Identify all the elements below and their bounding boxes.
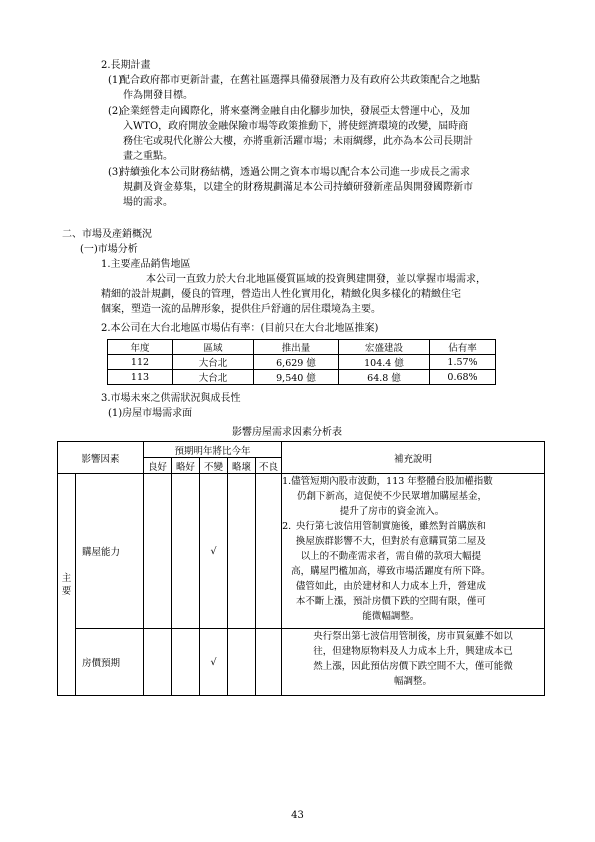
forecast-header: 預期明年將比今年 xyxy=(144,442,282,458)
note-line: 儘管短期內股市波動，113 年整體台股加權指數 xyxy=(291,476,493,487)
note-cell xyxy=(282,474,545,629)
item-line: 企業經營走向國際化，將來臺灣金融自由化腳步加快，發展亞太營運中心，及加 xyxy=(120,106,470,117)
forecast-cell xyxy=(228,629,256,696)
table-row xyxy=(108,370,496,385)
item-heading: 2.本公司在大台北地區市場佔有率：(目前只在大台北地區推案) xyxy=(101,323,379,334)
forecast-cell xyxy=(172,474,200,629)
paragraph-line: 本公司一直致力於大台北地區優質區域的投資興建開發，並以掌握市場需求， xyxy=(146,274,486,285)
note-line: 提升了房市的資金流入。 xyxy=(339,506,445,517)
forecast-col-header: 略壞 xyxy=(228,458,256,474)
item-line: 務住宅或現代化辦公大樓，亦將重新活躍市場；未雨綢繆，此亦為本公司長期計 xyxy=(123,136,473,147)
table-title: 影響房屋需求因素分析表 xyxy=(232,427,342,438)
note-line: 換屋族群影響不大，但對於有意購買第二屋及 xyxy=(295,536,486,547)
subsection-heading: (一)市場分析 xyxy=(80,244,138,255)
forecast-cell xyxy=(144,629,172,696)
note-item xyxy=(282,474,544,519)
note-cell xyxy=(282,629,545,696)
section-heading: 二、市場及產銷概況 xyxy=(62,229,152,240)
table-cell: 64.8 億 xyxy=(339,370,430,385)
group-label-cell xyxy=(58,474,76,696)
item-line: 場的需求。 xyxy=(123,197,173,208)
note-line: 往，但建物原物料及人力成本上升，興建成本已 xyxy=(313,646,513,657)
forecast-col-header: 略好 xyxy=(172,458,200,474)
column-header: 佔有率 xyxy=(430,340,496,355)
note-line: 幅調整。 xyxy=(394,676,433,687)
note-line: 高，購屋門檻加高，導致市場活躍度有所下降。 xyxy=(291,566,491,577)
factor-header: 影響因素 xyxy=(58,442,144,474)
table-cell: 6,629 億 xyxy=(254,355,339,370)
column-header: 宏盛建設 xyxy=(339,340,430,355)
item-heading: 3.市場未來之供需狀況與成長性 xyxy=(101,393,241,404)
table-header-row xyxy=(108,340,496,355)
factor-cell: 房價預期 xyxy=(76,629,144,696)
table-row xyxy=(108,355,496,370)
note-line: 以上的不動產需求者，需自備的款項大幅提 xyxy=(300,551,482,562)
forecast-cell-checked: √ xyxy=(200,629,228,696)
item-line: 畫之重點。 xyxy=(123,151,173,162)
forecast-col-header: 良好 xyxy=(144,458,172,474)
note-line: 然上漲，因此預估房價下跌空間不大，僅可能微 xyxy=(313,661,513,672)
item-number: (2) xyxy=(108,106,123,117)
column-header: 區域 xyxy=(173,340,254,355)
note-item xyxy=(282,519,544,624)
item-line: 配合政府都市更新計畫，在舊社區選擇具備發展潛力及有政府公共政策配合之地點 xyxy=(120,75,480,86)
forecast-cell xyxy=(256,629,282,696)
table-cell: 1.57% xyxy=(430,355,496,370)
group-label: 主要 xyxy=(61,572,72,597)
table-cell: 113 xyxy=(108,370,173,385)
item-subheading: (1)房屋市場需求面 xyxy=(108,408,193,419)
item-number: (1) xyxy=(108,75,123,86)
item-line: 持續強化本公司財務結構，透過公開之資本市場以配合本公司進一步成長之需求 xyxy=(120,167,470,178)
table-row xyxy=(58,629,545,696)
table-cell: 0.68% xyxy=(430,370,496,385)
note-item-number: 1. xyxy=(282,476,292,487)
forecast-col-header: 不良 xyxy=(256,458,282,474)
paragraph-line: 精細的設計規劃，優良的管理，營造出人性化實用化，精緻化與多樣化的精緻住宅 xyxy=(101,289,461,300)
note-header: 補充說明 xyxy=(282,442,545,474)
note-line: 儘管如此，由於建材和人力成本上升，營建成 xyxy=(295,581,486,592)
column-header: 年度 xyxy=(108,340,173,355)
table-cell: 大台北 xyxy=(173,355,254,370)
forecast-cell xyxy=(228,474,256,629)
forecast-cell xyxy=(256,474,282,629)
table-cell: 9,540 億 xyxy=(254,370,339,385)
table-cell: 大台北 xyxy=(173,370,254,385)
table-cell: 112 xyxy=(108,355,173,370)
factor-cell: 購屋能力 xyxy=(76,474,144,629)
item-number: (3) xyxy=(108,167,123,178)
long-term-plan-heading: 2.長期計畫 xyxy=(101,60,151,71)
table-cell: 104.4 億 xyxy=(339,355,430,370)
table-row xyxy=(58,474,545,629)
forecast-cell xyxy=(144,474,172,629)
item-heading: 1.主要產品銷售地區 xyxy=(101,259,191,270)
market-share-table xyxy=(107,339,496,385)
item-line: 作為開發目標。 xyxy=(123,90,193,101)
table-header-row xyxy=(58,442,545,458)
item-line: 規劃及資金募集，以建全的財務規劃滿足本公司持續研發新產品與開發國際新市 xyxy=(123,182,473,193)
item-line: 入WTO，政府開放金融保險市場等政策推動下，將使經濟環境的改變，屆時商 xyxy=(123,121,469,132)
note-line: 本不斷上漲，預計房價下跌的空間有限，僅可 xyxy=(295,596,486,607)
note-line: 仍創下新高，這促使不少民眾增加購屋基金， xyxy=(296,491,487,502)
note-line: 央行祭出第七波信用管制後，房市買氣雖不如以 xyxy=(313,631,513,642)
forecast-col-header: 不變 xyxy=(200,458,228,474)
paragraph-line: 個案，塑造一流的品牌形象，提供住戶舒適的居住環境為主要。 xyxy=(101,304,381,315)
note-item-number: 2. xyxy=(282,521,292,532)
page-number: 43 xyxy=(291,810,304,821)
forecast-cell xyxy=(172,629,200,696)
forecast-cell-checked: √ xyxy=(200,474,228,629)
column-header: 推出量 xyxy=(254,340,339,355)
impact-factor-table xyxy=(57,441,545,696)
note-line: 央行第七波信用管制實施後，雖然對首購族和 xyxy=(295,521,486,532)
note-line: 能微幅調整。 xyxy=(362,611,420,622)
